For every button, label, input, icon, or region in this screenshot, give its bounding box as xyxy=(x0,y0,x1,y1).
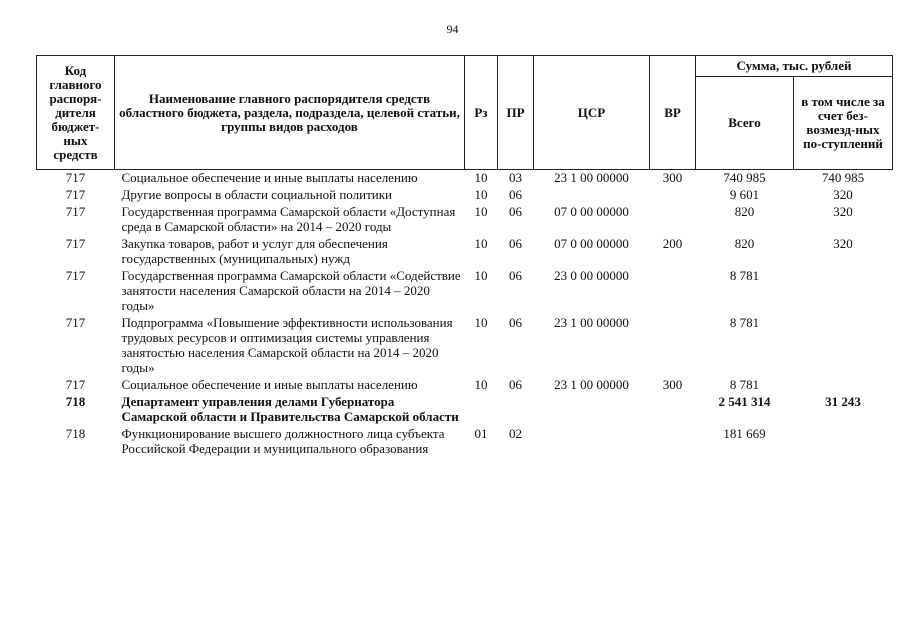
row-code: 717 xyxy=(65,187,86,202)
row-pr: 02 xyxy=(509,426,522,441)
row-total: 2 541 314 xyxy=(718,394,771,409)
header-pr: ПР xyxy=(498,56,534,170)
row-rz: 10 xyxy=(474,236,488,251)
table-header xyxy=(37,56,893,170)
row-pr: 06 xyxy=(509,204,522,219)
table-row xyxy=(37,170,893,188)
row-csr xyxy=(534,426,650,458)
row-csr: 23 1 00 00000 xyxy=(554,170,629,185)
row-pr xyxy=(498,394,534,426)
row-pr: 06 xyxy=(509,187,522,202)
budget-table-container xyxy=(36,55,893,458)
header-csr: ЦСР xyxy=(534,56,650,170)
row-incl xyxy=(794,426,893,458)
table-body xyxy=(37,170,893,459)
row-name: Социальное обеспечение и иные выплаты населению xyxy=(121,170,418,185)
row-name: Государственная программа Самарской области «Содействие занятости населения Самарской области на 2014 – 2020 годы» xyxy=(121,268,461,313)
header-rz: Рз xyxy=(465,56,498,170)
row-name: Департамент управления делами Губернатора Самарской области и Правительства Самарской области xyxy=(121,394,459,424)
row-vr: 200 xyxy=(662,236,683,251)
row-csr: 23 0 00 00000 xyxy=(554,268,629,283)
row-incl: 320 xyxy=(833,204,853,219)
header-name: Наименование главного распорядителя средств областного бюджета, раздела, подраздела, целевой статьи, группы видов расходов xyxy=(115,56,465,170)
header-vr: ВР xyxy=(650,56,696,170)
row-pr: 06 xyxy=(509,377,522,392)
row-incl: 740 985 xyxy=(821,170,865,185)
row-vr xyxy=(650,187,696,204)
row-rz: 10 xyxy=(474,170,488,185)
row-total: 820 xyxy=(734,204,755,219)
table-row xyxy=(37,268,893,315)
header-code: Код главного распоря-дителя бюджет-ных средств xyxy=(37,56,115,170)
table-row xyxy=(37,394,893,426)
row-csr xyxy=(534,187,650,204)
row-code: 718 xyxy=(65,426,86,441)
row-total: 8 781 xyxy=(729,315,760,330)
row-code: 717 xyxy=(65,268,86,283)
row-pr: 03 xyxy=(509,170,522,185)
row-total: 820 xyxy=(734,236,755,251)
row-pr: 06 xyxy=(509,236,522,251)
row-total: 8 781 xyxy=(729,268,760,283)
header-incl: в том числе за счет без-возмезд-ных по-ступлений xyxy=(794,77,893,170)
row-code: 717 xyxy=(65,377,86,392)
header-sum-group: Сумма, тыс. рублей xyxy=(696,56,893,77)
row-total: 181 669 xyxy=(723,426,766,441)
table-row xyxy=(37,426,893,458)
row-incl xyxy=(794,268,893,315)
table-row xyxy=(37,204,893,236)
row-name: Государственная программа Самарской области «Доступная среда в Самарской области» на 2014 – 2020 годы xyxy=(121,204,456,234)
row-vr xyxy=(650,204,696,236)
row-total: 9 601 xyxy=(729,187,760,202)
table-row xyxy=(37,236,893,268)
row-code: 717 xyxy=(65,170,86,185)
row-csr: 07 0 00 00000 xyxy=(554,236,629,251)
row-name: Социальное обеспечение и иные выплаты населению xyxy=(121,377,418,392)
row-csr: 23 1 00 00000 xyxy=(554,377,629,392)
table-row xyxy=(37,315,893,377)
row-vr xyxy=(650,426,696,458)
row-incl: 320 xyxy=(833,236,853,251)
row-incl xyxy=(794,315,893,377)
row-csr xyxy=(534,394,650,426)
row-rz: 01 xyxy=(474,426,488,441)
row-vr: 300 xyxy=(662,170,683,185)
page-number: 94 xyxy=(446,22,459,36)
row-pr: 06 xyxy=(509,268,522,283)
row-vr xyxy=(650,315,696,377)
row-vr xyxy=(650,394,696,426)
row-rz xyxy=(465,394,498,426)
row-incl: 31 243 xyxy=(825,394,861,409)
row-incl xyxy=(794,377,893,394)
row-code: 717 xyxy=(65,315,86,330)
table-row xyxy=(37,187,893,204)
row-vr xyxy=(650,268,696,315)
row-name: Подпрограмма «Повышение эффективности использования трудовых ресурсов и оптимизация системы управления занятостью населения Самарской области на 2014 – 2020 годы» xyxy=(121,315,453,375)
row-code: 717 xyxy=(65,204,86,219)
row-rz: 10 xyxy=(474,377,488,392)
row-vr: 300 xyxy=(662,377,683,392)
row-code: 717 xyxy=(65,236,86,251)
row-rz: 10 xyxy=(474,187,488,202)
budget-table xyxy=(36,55,893,458)
row-total: 8 781 xyxy=(729,377,760,392)
row-name: Закупка товаров, работ и услуг для обеспечения государственных (муниципальных) нужд xyxy=(121,236,388,266)
row-csr: 07 0 00 00000 xyxy=(554,204,629,219)
row-pr: 06 xyxy=(509,315,522,330)
row-total: 740 985 xyxy=(723,170,766,185)
row-incl: 320 xyxy=(833,187,853,202)
table-row xyxy=(37,377,893,394)
row-name: Другие вопросы в области социальной политики xyxy=(121,187,392,202)
row-name: Функционирование высшего должностного лица субъекта Российской Федерации и муниципального образования xyxy=(121,426,445,456)
header-total: Всего xyxy=(696,77,794,170)
row-csr: 23 1 00 00000 xyxy=(554,315,629,330)
row-rz: 10 xyxy=(474,268,488,283)
row-code: 718 xyxy=(65,394,86,409)
row-rz: 10 xyxy=(474,204,488,219)
row-rz: 10 xyxy=(474,315,488,330)
